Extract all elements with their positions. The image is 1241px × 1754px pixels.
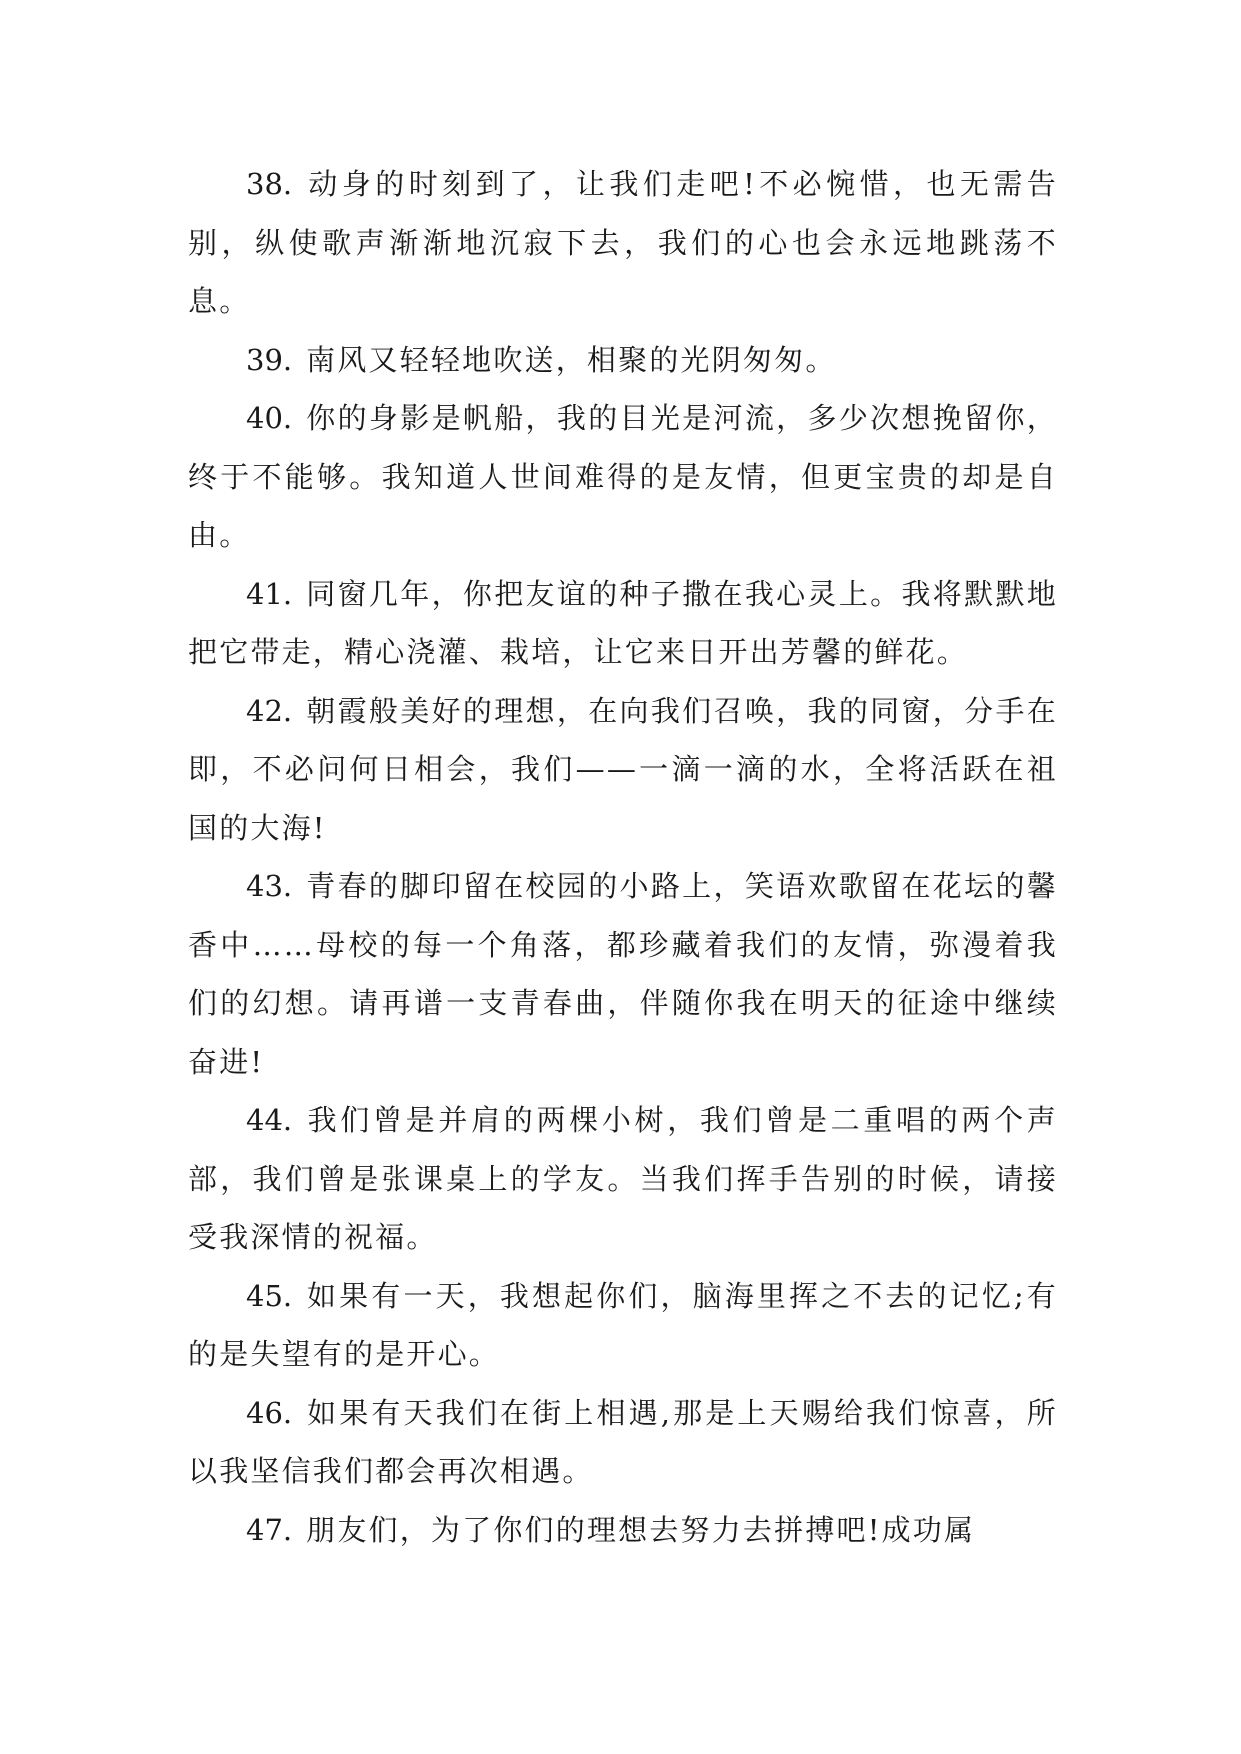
document-page [188,155,1058,1559]
paragraph-41 [188,565,1058,682]
paragraph-number: 39. [246,342,293,377]
paragraph-number: 43. [246,869,293,903]
paragraph-text: 南风又轻轻地吹送，相聚的光阴匆匆。 [306,342,837,377]
paragraph-number: 46. [246,1395,293,1430]
paragraph-number: 40. [246,401,293,435]
paragraph-number: 41. [246,576,293,611]
paragraph-text: 如果有一天，我想起你们，脑海里挥之不去的记忆;有的是失望有的是开心。 [188,1278,1058,1371]
paragraph-47 [188,1501,1058,1560]
paragraph-number: 38. [246,167,293,201]
paragraph-text: 同窗几年，你把友谊的种子撒在我心灵上。我将默默地把它带走，精心浇灌、栽培，让它来日开出芳馨的鲜花。 [188,576,1058,669]
paragraph-text: 我们曾是并肩的两棵小树，我们曾是二重唱的两个声部，我们曾是张课桌上的学友。当我们挥手告别的时候，请接受我深情的祝福。 [188,1103,1058,1254]
paragraph-39 [188,331,1058,390]
paragraph-42 [188,682,1058,858]
paragraph-text: 朝霞般美好的理想，在向我们召唤，我的同窗，分手在即，不必问何日相会，我们——一滴一滴的水，全将活跃在祖国的大海! [188,693,1058,845]
paragraph-text: 如果有天我们在街上相遇,那是上天赐给我们惊喜，所以我坚信我们都会再次相遇。 [188,1395,1058,1488]
paragraph-46 [188,1384,1058,1501]
paragraph-text: 动身的时刻到了，让我们走吧!不必惋惜，也无需告别，纵使歌声渐渐地沉寂下去，我们的心也会永远地跳荡不息。 [188,167,1058,318]
paragraph-38 [188,155,1058,331]
paragraph-number: 47. [246,1512,293,1547]
paragraph-number: 42. [246,693,293,728]
paragraph-44 [188,1091,1058,1267]
paragraph-43 [188,857,1058,1091]
paragraph-text: 朋友们，为了你们的理想去努力去拼搏吧!成功属 [306,1512,976,1547]
paragraph-number: 45. [246,1278,293,1313]
paragraph-text: 青春的脚印留在校园的小路上，笑语欢歌留在花坛的馨香中……母校的每一个角落，都珍藏着我们的友情，弥漫着我们的幻想。请再谱一支青春曲，伴随你我在明天的征途中继续奋进! [188,869,1058,1079]
paragraph-text: 你的身影是帆船，我的目光是河流，多少次想挽留你，终于不能够。我知道人世间难得的是友情，但更宝贵的却是自由。 [188,401,1058,552]
paragraph-40 [188,389,1058,565]
paragraph-45 [188,1267,1058,1384]
paragraph-number: 44. [246,1103,293,1137]
